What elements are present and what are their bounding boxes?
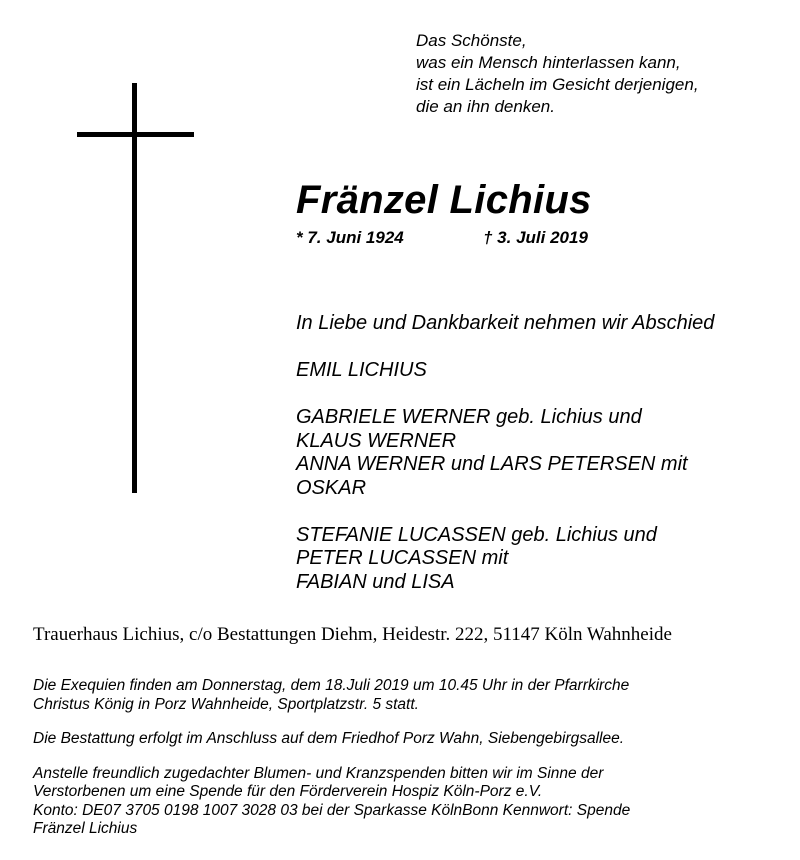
donation-line: Konto: DE07 3705 0198 1007 3028 03 bei der Sparkasse KölnBonn Kennwort: Spende [33, 801, 631, 819]
exequien-line: Die Exequien finden am Donnerstag, dem 18.Juli 2019 um 10.45 Uhr in der Pfarrkirche [33, 677, 630, 694]
mourner-line: PETER LUCASSEN mit [296, 547, 509, 569]
donation-line: Fränzel Lichius [33, 820, 138, 837]
cross-icon-horizontal-bar [77, 132, 194, 137]
mourner-line: KLAUS WERNER [296, 429, 457, 452]
mourner-line: FABIAN und LISA [296, 570, 455, 593]
mourner-line: OSKAR [296, 476, 367, 499]
quote-line: ist ein Lächeln im Gesicht derjenigen, [416, 75, 699, 94]
burial-line: Die Bestattung erfolgt im Anschluss auf dem Friedhof Porz Wahn, Siebengebirgsallee. [33, 730, 625, 747]
farewell-intro: In Liebe und Dankbarkeit nehmen wir Abschied [296, 312, 715, 334]
quote-line: die an ihn denken. [416, 97, 555, 116]
deceased-name: Fränzel Lichius [296, 178, 592, 222]
death-date: † 3. Juli 2019 [483, 228, 588, 247]
mourners-list [296, 312, 714, 594]
donation-line: Anstelle freundlich zugedachter Blumen- und Kranzspenden bitten wir im Sinne der [33, 764, 604, 782]
birth-date: * 7. Juni 1924 [296, 228, 404, 247]
quote-line: Das Schönste, [416, 31, 527, 50]
exequien-line: Christus König in Porz Wahnheide, Sportplatzstr. 5 statt. [33, 695, 419, 713]
memorial-quote [416, 30, 699, 118]
mourning-house-address: Trauerhaus Lichius, c/o Bestattungen Diehm, Heidestr. 222, 51147 Köln Wahnheide [33, 624, 672, 645]
donation-line: Verstorbenen um eine Spende für den Förderverein Hospiz Köln-Porz e.V. [33, 783, 543, 800]
mourner-line: GABRIELE WERNER geb. Lichius und [296, 406, 642, 428]
funeral-details [33, 677, 630, 839]
mourner-line: EMIL LICHIUS [296, 359, 427, 381]
mourner-line: ANNA WERNER und LARS PETERSEN mit [296, 453, 688, 475]
cross-icon-vertical-bar [132, 83, 137, 493]
mourner-line: STEFANIE LUCASSEN geb. Lichius und [296, 523, 657, 546]
quote-line: was ein Mensch hinterlassen kann, [416, 53, 681, 72]
